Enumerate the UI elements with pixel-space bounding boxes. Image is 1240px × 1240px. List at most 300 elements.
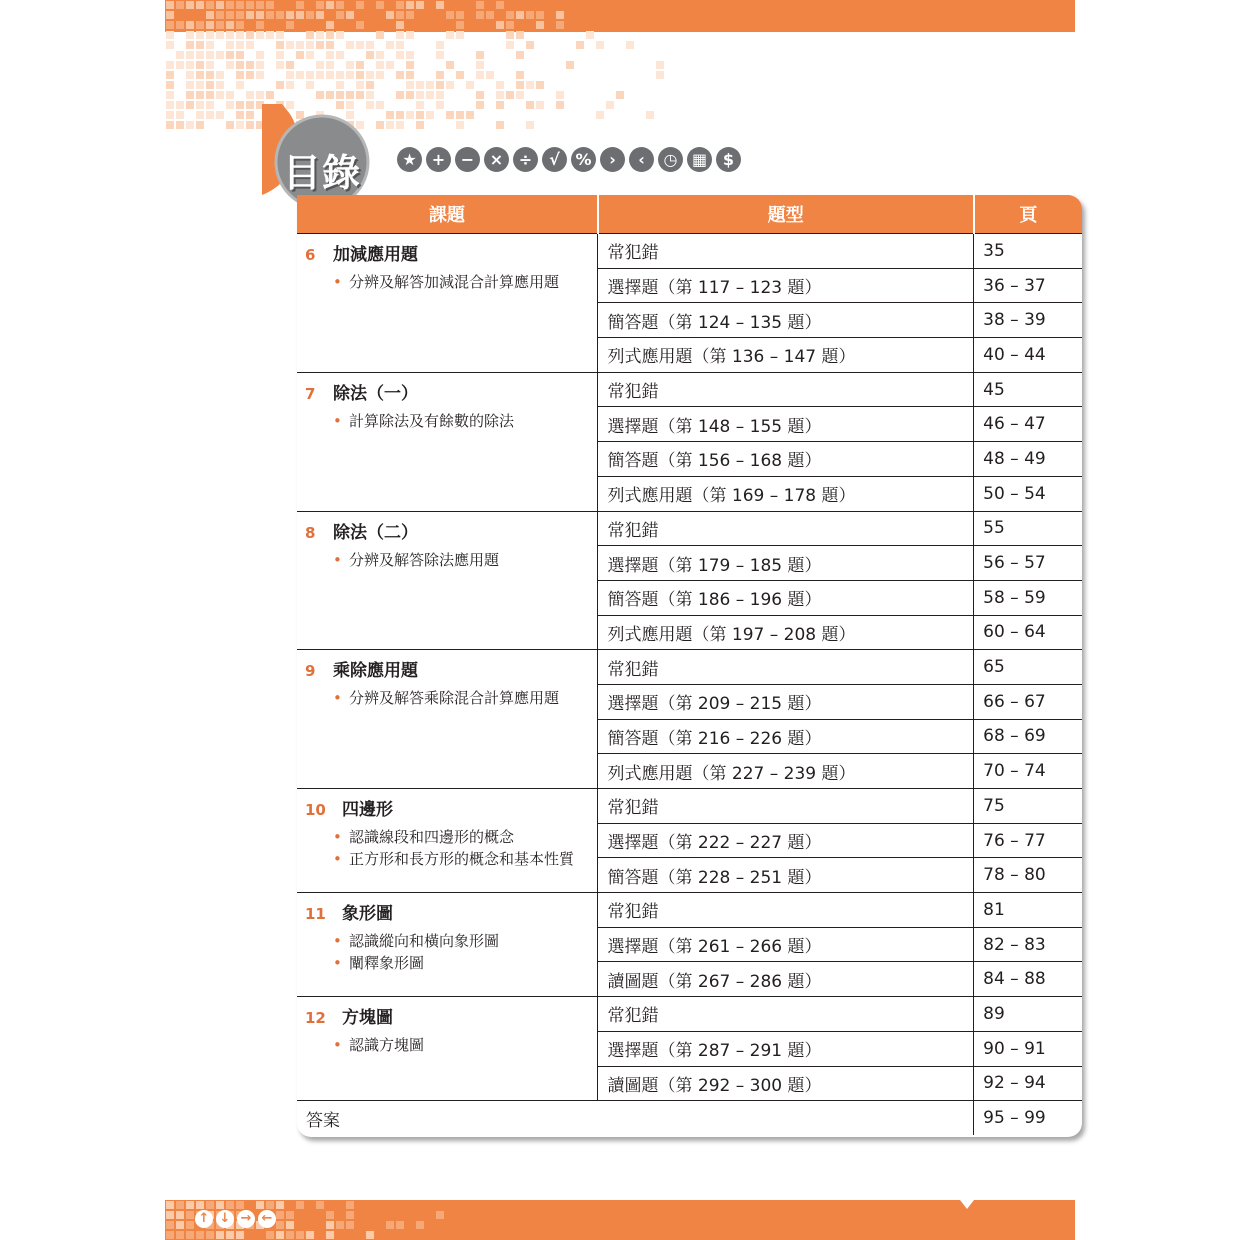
mosaic-tile bbox=[476, 61, 484, 69]
mosaic-tile bbox=[216, 21, 224, 29]
question-type-cell: 選擇題（第 117 – 123 題） bbox=[598, 268, 974, 303]
mosaic-tile bbox=[206, 31, 214, 39]
mosaic-tile bbox=[306, 71, 314, 79]
mosaic-tile bbox=[226, 101, 234, 109]
mosaic-tile bbox=[606, 101, 614, 109]
mosaic-tile bbox=[256, 21, 264, 29]
mosaic-tile bbox=[246, 31, 254, 39]
mosaic-tile bbox=[476, 71, 484, 79]
mosaic-tile bbox=[286, 1221, 294, 1229]
mosaic-tile bbox=[306, 31, 314, 39]
mosaic-tile bbox=[416, 91, 424, 99]
mosaic-tile bbox=[356, 1, 364, 9]
page-range-cell: 60 – 64 bbox=[974, 615, 1082, 650]
topic-name: 除法（二） bbox=[333, 522, 418, 543]
page-range-cell: 58 – 59 bbox=[974, 580, 1082, 615]
mosaic-tile bbox=[376, 61, 384, 69]
mosaic-tile bbox=[406, 11, 414, 19]
question-type-cell: 選擇題（第 209 – 215 題） bbox=[598, 684, 974, 719]
mosaic-tile bbox=[246, 1, 254, 9]
mosaic-tile bbox=[276, 51, 284, 59]
question-type-cell: 簡答題（第 228 – 251 題） bbox=[598, 858, 974, 893]
mosaic-tile bbox=[256, 91, 264, 99]
mosaic-tile bbox=[226, 51, 234, 59]
mosaic-tile bbox=[366, 1231, 374, 1239]
mosaic-tile bbox=[206, 1, 214, 9]
mosaic-tile bbox=[426, 91, 434, 99]
mosaic-tile bbox=[246, 41, 254, 49]
mosaic-tile bbox=[396, 1221, 404, 1229]
mosaic-tile bbox=[316, 61, 324, 69]
mosaic-tile bbox=[416, 1221, 424, 1229]
mosaic-tile bbox=[166, 11, 174, 19]
mosaic-tile bbox=[176, 121, 184, 129]
clock-icon: ◷ bbox=[658, 147, 683, 172]
topic-name: 除法（一） bbox=[333, 383, 418, 404]
mosaic-tile bbox=[186, 81, 194, 89]
mosaic-tile bbox=[346, 1211, 354, 1219]
table-row bbox=[297, 789, 1082, 824]
mosaic-tile bbox=[236, 101, 244, 109]
mosaic-tile bbox=[176, 21, 184, 29]
mosaic-tile bbox=[396, 51, 404, 59]
mosaic-tile bbox=[256, 1201, 264, 1209]
question-type-cell: 常犯錯 bbox=[598, 893, 974, 928]
mosaic-tile bbox=[236, 71, 244, 79]
mosaic-tile bbox=[286, 21, 294, 29]
mosaic-tile bbox=[446, 111, 454, 119]
mosaic-tile bbox=[256, 51, 264, 59]
mosaic-tile bbox=[356, 91, 364, 99]
mosaic-tile bbox=[396, 11, 404, 19]
mosaic-tile bbox=[226, 11, 234, 19]
mosaic-tile bbox=[306, 81, 314, 89]
mosaic-tile bbox=[456, 21, 464, 29]
nav-icons bbox=[195, 1210, 276, 1228]
mosaic-tile bbox=[286, 61, 294, 69]
topic-title bbox=[305, 379, 589, 404]
mosaic-tile bbox=[526, 11, 534, 19]
mosaic-tile bbox=[516, 31, 524, 39]
mosaic-tile bbox=[426, 111, 434, 119]
mosaic-tile bbox=[286, 41, 294, 49]
mosaic-tile bbox=[326, 1, 334, 9]
mosaic-tile bbox=[446, 11, 454, 19]
mosaic-tile bbox=[366, 91, 374, 99]
mosaic-tile bbox=[356, 61, 364, 69]
mosaic-tile bbox=[236, 61, 244, 69]
mosaic-tile bbox=[206, 51, 214, 59]
mosaic-tile bbox=[206, 91, 214, 99]
percent-icon: % bbox=[571, 147, 596, 172]
left-arrow-icon[interactable]: ← bbox=[258, 1210, 276, 1228]
mosaic-tile bbox=[226, 1201, 234, 1209]
mosaic-tile bbox=[206, 71, 214, 79]
mosaic-tile bbox=[386, 61, 394, 69]
topic-point: • 認識方塊圖 bbox=[333, 1034, 589, 1056]
mosaic-tile bbox=[406, 51, 414, 59]
mosaic-tile bbox=[576, 41, 584, 49]
mosaic-tile bbox=[236, 121, 244, 129]
mosaic-tile bbox=[226, 41, 234, 49]
page-range-cell: 50 – 54 bbox=[974, 476, 1082, 511]
table-row bbox=[297, 372, 1082, 407]
mosaic-tile bbox=[316, 71, 324, 79]
mosaic-tile bbox=[306, 11, 314, 19]
mosaic-tile bbox=[166, 111, 174, 119]
mosaic-tile bbox=[166, 101, 174, 109]
mosaic-tile bbox=[326, 31, 334, 39]
minus-icon: − bbox=[455, 147, 480, 172]
mosaic-tile bbox=[236, 1, 244, 9]
mosaic-tile bbox=[316, 11, 324, 19]
mosaic-tile bbox=[216, 111, 224, 119]
topic-number: 7 bbox=[305, 384, 316, 403]
table-row bbox=[297, 234, 1082, 269]
mosaic-tile bbox=[366, 81, 374, 89]
mosaic-tile bbox=[236, 111, 244, 119]
mosaic-tile bbox=[526, 101, 534, 109]
mosaic-tile bbox=[266, 1201, 274, 1209]
mosaic-tile bbox=[246, 71, 254, 79]
mosaic-tile bbox=[496, 81, 504, 89]
mosaic-tile bbox=[186, 1221, 194, 1229]
mosaic-tile bbox=[186, 91, 194, 99]
mosaic-tile bbox=[356, 21, 364, 29]
mosaic-tile bbox=[346, 61, 354, 69]
question-type-cell: 常犯錯 bbox=[598, 511, 974, 546]
mosaic-tile bbox=[206, 41, 214, 49]
page-range-cell: 45 bbox=[974, 372, 1082, 407]
page-range-cell: 84 – 88 bbox=[974, 962, 1082, 997]
question-type-cell: 常犯錯 bbox=[598, 372, 974, 407]
mosaic-tile bbox=[286, 71, 294, 79]
page-range-cell: 70 – 74 bbox=[974, 754, 1082, 789]
mosaic-tile bbox=[516, 11, 524, 19]
calculator-icon: ▦ bbox=[687, 147, 712, 172]
mosaic-tile bbox=[206, 1201, 214, 1209]
mosaic-tile bbox=[306, 51, 314, 59]
mosaic-tile bbox=[396, 41, 404, 49]
mosaic-tile bbox=[226, 61, 234, 69]
mosaic-tile bbox=[416, 81, 424, 89]
mosaic-tile bbox=[476, 11, 484, 19]
mosaic-tile bbox=[246, 101, 254, 109]
mosaic-tile bbox=[166, 71, 174, 79]
mosaic-tile bbox=[186, 41, 194, 49]
mosaic-tile bbox=[416, 121, 424, 129]
page-range-cell: 46 – 47 bbox=[974, 407, 1082, 442]
mosaic-tile bbox=[176, 1201, 184, 1209]
mosaic-tile bbox=[446, 61, 454, 69]
mosaic-tile bbox=[206, 101, 214, 109]
topic-title bbox=[305, 1003, 589, 1028]
mosaic-tile bbox=[216, 91, 224, 99]
mosaic-tile bbox=[526, 81, 534, 89]
mosaic-tile bbox=[336, 11, 344, 19]
question-type-cell: 常犯錯 bbox=[598, 997, 974, 1032]
mosaic-tile bbox=[276, 11, 284, 19]
mosaic-tile bbox=[296, 1, 304, 9]
mosaic-tile bbox=[236, 31, 244, 39]
mosaic-tile bbox=[196, 51, 204, 59]
question-type-cell: 讀圖題（第 292 – 300 題） bbox=[598, 1066, 974, 1101]
mosaic-tile bbox=[536, 101, 544, 109]
mosaic-tile bbox=[396, 91, 404, 99]
question-type-cell: 簡答題（第 124 – 135 題） bbox=[598, 303, 974, 338]
mosaic-tile bbox=[506, 21, 514, 29]
mosaic-tile bbox=[356, 41, 364, 49]
mosaic-tile bbox=[276, 1231, 284, 1239]
topic-name: 方塊圖 bbox=[342, 1008, 393, 1029]
mosaic-tile bbox=[246, 91, 254, 99]
page-title: 目錄 bbox=[283, 151, 362, 195]
mosaic-tile bbox=[286, 11, 294, 19]
mosaic-tile bbox=[216, 81, 224, 89]
mosaic-tile bbox=[406, 31, 414, 39]
mosaic-tile bbox=[276, 1211, 284, 1219]
page-range-cell: 90 – 91 bbox=[974, 1031, 1082, 1066]
mosaic-tile bbox=[236, 81, 244, 89]
topic-points bbox=[305, 930, 589, 974]
mosaic-tile bbox=[276, 1221, 284, 1229]
page-range-cell: 66 – 67 bbox=[974, 684, 1082, 719]
topic-point: • 計算除法及有餘數的除法 bbox=[333, 410, 589, 432]
mosaic-tile bbox=[186, 61, 194, 69]
mosaic-tile bbox=[206, 11, 214, 19]
header-type: 題型 bbox=[598, 195, 974, 234]
topic-title bbox=[305, 656, 589, 681]
mosaic-tile bbox=[496, 121, 504, 129]
mosaic-tile bbox=[416, 111, 424, 119]
question-type-cell: 選擇題（第 287 – 291 題） bbox=[598, 1031, 974, 1066]
mosaic-tile bbox=[366, 71, 374, 79]
right-arrow-icon[interactable]: → bbox=[237, 1210, 255, 1228]
mosaic-tile bbox=[276, 61, 284, 69]
topic-point: • 分辨及解答除法應用題 bbox=[333, 549, 589, 571]
topic-points bbox=[305, 410, 589, 432]
mosaic-tile bbox=[326, 41, 334, 49]
topic-points bbox=[305, 826, 589, 870]
topic-points bbox=[305, 687, 589, 709]
mosaic-tile bbox=[436, 1211, 444, 1219]
answers-label: 答案 bbox=[297, 1101, 974, 1135]
question-type-cell: 選擇題（第 222 – 227 題） bbox=[598, 823, 974, 858]
mosaic-tile bbox=[506, 41, 514, 49]
mosaic-tile bbox=[366, 41, 374, 49]
mosaic-tile bbox=[216, 1231, 224, 1239]
mosaic-tile bbox=[186, 1211, 194, 1219]
topic-number: 8 bbox=[305, 523, 316, 542]
mosaic-tile bbox=[456, 111, 464, 119]
mosaic-tile bbox=[296, 1231, 304, 1239]
mosaic-tile bbox=[456, 71, 464, 79]
mosaic-tile bbox=[346, 41, 354, 49]
question-type-cell: 常犯錯 bbox=[598, 650, 974, 685]
mosaic-tile bbox=[236, 11, 244, 19]
mosaic-tile bbox=[326, 1231, 334, 1239]
mosaic-tile bbox=[216, 11, 224, 19]
mosaic-tile bbox=[326, 61, 334, 69]
page-range-cell: 68 – 69 bbox=[974, 719, 1082, 754]
question-type-cell: 簡答題（第 216 – 226 題） bbox=[598, 719, 974, 754]
mosaic-tile bbox=[376, 71, 384, 79]
mosaic-tile bbox=[186, 1201, 194, 1209]
topic-point: • 認識縱向和橫向象形圖 bbox=[333, 930, 589, 952]
page-range-cell: 89 bbox=[974, 997, 1082, 1032]
mosaic-tile bbox=[476, 101, 484, 109]
page-range-cell: 81 bbox=[974, 893, 1082, 928]
mosaic-tile bbox=[616, 91, 624, 99]
divide-icon: ÷ bbox=[513, 147, 538, 172]
mosaic-tile bbox=[256, 11, 264, 19]
question-type-cell: 常犯錯 bbox=[598, 789, 974, 824]
mosaic-tile bbox=[206, 81, 214, 89]
mosaic-tile bbox=[236, 1201, 244, 1209]
mosaic-tile bbox=[176, 1231, 184, 1239]
mosaic-tile bbox=[486, 71, 494, 79]
mosaic-tile bbox=[556, 91, 564, 99]
mosaic-tile bbox=[456, 31, 464, 39]
question-type-cell: 選擇題（第 261 – 266 題） bbox=[598, 927, 974, 962]
mosaic-tile bbox=[296, 51, 304, 59]
mosaic-tile bbox=[166, 121, 174, 129]
page-range-cell: 48 – 49 bbox=[974, 442, 1082, 477]
mosaic-tile bbox=[346, 1221, 354, 1229]
mosaic-tile bbox=[286, 1231, 294, 1239]
mosaic-tile bbox=[326, 1211, 334, 1219]
mosaic-tile bbox=[336, 1, 344, 9]
mosaic-tile bbox=[266, 31, 274, 39]
mosaic-tile bbox=[196, 111, 204, 119]
mosaic-tile bbox=[356, 71, 364, 79]
page-range-cell: 75 bbox=[974, 789, 1082, 824]
less-than-icon: ‹ bbox=[629, 147, 654, 172]
mosaic-tile bbox=[316, 91, 324, 99]
mosaic-tile bbox=[166, 61, 174, 69]
mosaic-tile bbox=[216, 51, 224, 59]
question-type-cell: 簡答題（第 156 – 168 題） bbox=[598, 442, 974, 477]
mosaic-tile bbox=[396, 1, 404, 9]
mosaic-tile bbox=[446, 81, 454, 89]
mosaic-tile bbox=[276, 41, 284, 49]
mosaic-tile bbox=[526, 41, 534, 49]
mosaic-tile bbox=[476, 1, 484, 9]
mosaic-tile bbox=[226, 21, 234, 29]
mosaic-tile bbox=[236, 1231, 244, 1239]
page-range-cell: 78 – 80 bbox=[974, 858, 1082, 893]
mosaic-tile bbox=[246, 111, 254, 119]
mosaic-tile bbox=[476, 91, 484, 99]
mosaic-tile bbox=[196, 91, 204, 99]
page-range-cell: 36 – 37 bbox=[974, 268, 1082, 303]
mosaic-tile bbox=[466, 111, 474, 119]
mosaic-tile bbox=[496, 91, 504, 99]
math-icon-row bbox=[397, 147, 741, 172]
topic-point: • 分辨及解答乘除混合計算應用題 bbox=[333, 687, 589, 709]
mosaic-tile bbox=[276, 1201, 284, 1209]
topic-cell bbox=[297, 893, 598, 997]
topic-number: 9 bbox=[305, 662, 316, 681]
mosaic-tile bbox=[506, 31, 514, 39]
down-arrow-icon[interactable]: ↓ bbox=[216, 1210, 234, 1228]
mosaic-tile bbox=[166, 31, 174, 39]
mosaic-tile bbox=[586, 31, 594, 39]
mosaic-tile bbox=[456, 121, 464, 129]
mosaic-tile bbox=[406, 1, 414, 9]
mosaic-tile bbox=[486, 11, 494, 19]
mosaic-tile bbox=[436, 81, 444, 89]
mosaic-tile bbox=[326, 51, 334, 59]
mosaic-tile bbox=[296, 71, 304, 79]
page-range-cell: 40 – 44 bbox=[974, 338, 1082, 373]
mosaic-tile bbox=[386, 1221, 394, 1229]
mosaic-tile bbox=[196, 71, 204, 79]
topic-points bbox=[305, 549, 589, 571]
mosaic-tile bbox=[416, 101, 424, 109]
mosaic-tile bbox=[246, 61, 254, 69]
plus-icon: + bbox=[426, 147, 451, 172]
question-type-cell: 常犯錯 bbox=[598, 234, 974, 269]
mosaic-tile bbox=[396, 21, 404, 29]
toc-table-panel bbox=[297, 195, 1082, 1137]
mosaic-tile bbox=[386, 11, 394, 19]
topic-cell bbox=[297, 789, 598, 893]
mosaic-tile bbox=[216, 71, 224, 79]
topic-name: 乘除應用題 bbox=[333, 661, 418, 682]
mosaic-tile bbox=[256, 71, 264, 79]
mosaic-tile bbox=[206, 111, 214, 119]
up-arrow-icon[interactable]: ↑ bbox=[195, 1210, 213, 1228]
table-row bbox=[297, 997, 1082, 1032]
mosaic-tile bbox=[516, 51, 524, 59]
mosaic-tile bbox=[206, 21, 214, 29]
mosaic-tile bbox=[196, 1201, 204, 1209]
mosaic-tile bbox=[436, 51, 444, 59]
mosaic-tile bbox=[336, 51, 344, 59]
mosaic-tile bbox=[316, 1, 324, 9]
mosaic-tile bbox=[366, 51, 374, 59]
mosaic-tile bbox=[306, 41, 314, 49]
mosaic-tile bbox=[226, 121, 234, 129]
times-icon: × bbox=[484, 147, 509, 172]
mosaic-tile bbox=[216, 1, 224, 9]
mosaic-tile bbox=[266, 91, 274, 99]
mosaic-tile bbox=[266, 1, 274, 9]
mosaic-tile bbox=[536, 11, 544, 19]
question-type-cell: 列式應用題（第 169 – 178 題） bbox=[598, 476, 974, 511]
mosaic-tile bbox=[326, 71, 334, 79]
page-range-cell: 92 – 94 bbox=[974, 1066, 1082, 1101]
mosaic-tile bbox=[256, 1, 264, 9]
topic-point: • 認識線段和四邊形的概念 bbox=[333, 826, 589, 848]
mosaic-tile bbox=[216, 1201, 224, 1209]
mosaic-tile bbox=[166, 81, 174, 89]
mosaic-tile bbox=[336, 1221, 344, 1229]
page-range-cell: 38 – 39 bbox=[974, 303, 1082, 338]
topic-cell bbox=[297, 997, 598, 1101]
table-row bbox=[297, 650, 1082, 685]
mosaic-tile bbox=[406, 61, 414, 69]
table-header-row bbox=[297, 195, 1082, 234]
answers-pages: 95 – 99 bbox=[974, 1101, 1082, 1135]
topic-cell bbox=[297, 234, 598, 373]
mosaic-tile bbox=[186, 121, 194, 129]
header-topic: 課題 bbox=[297, 195, 598, 234]
mosaic-tile bbox=[646, 111, 654, 119]
mosaic-tile bbox=[236, 51, 244, 59]
topic-number: 6 bbox=[305, 246, 316, 264]
